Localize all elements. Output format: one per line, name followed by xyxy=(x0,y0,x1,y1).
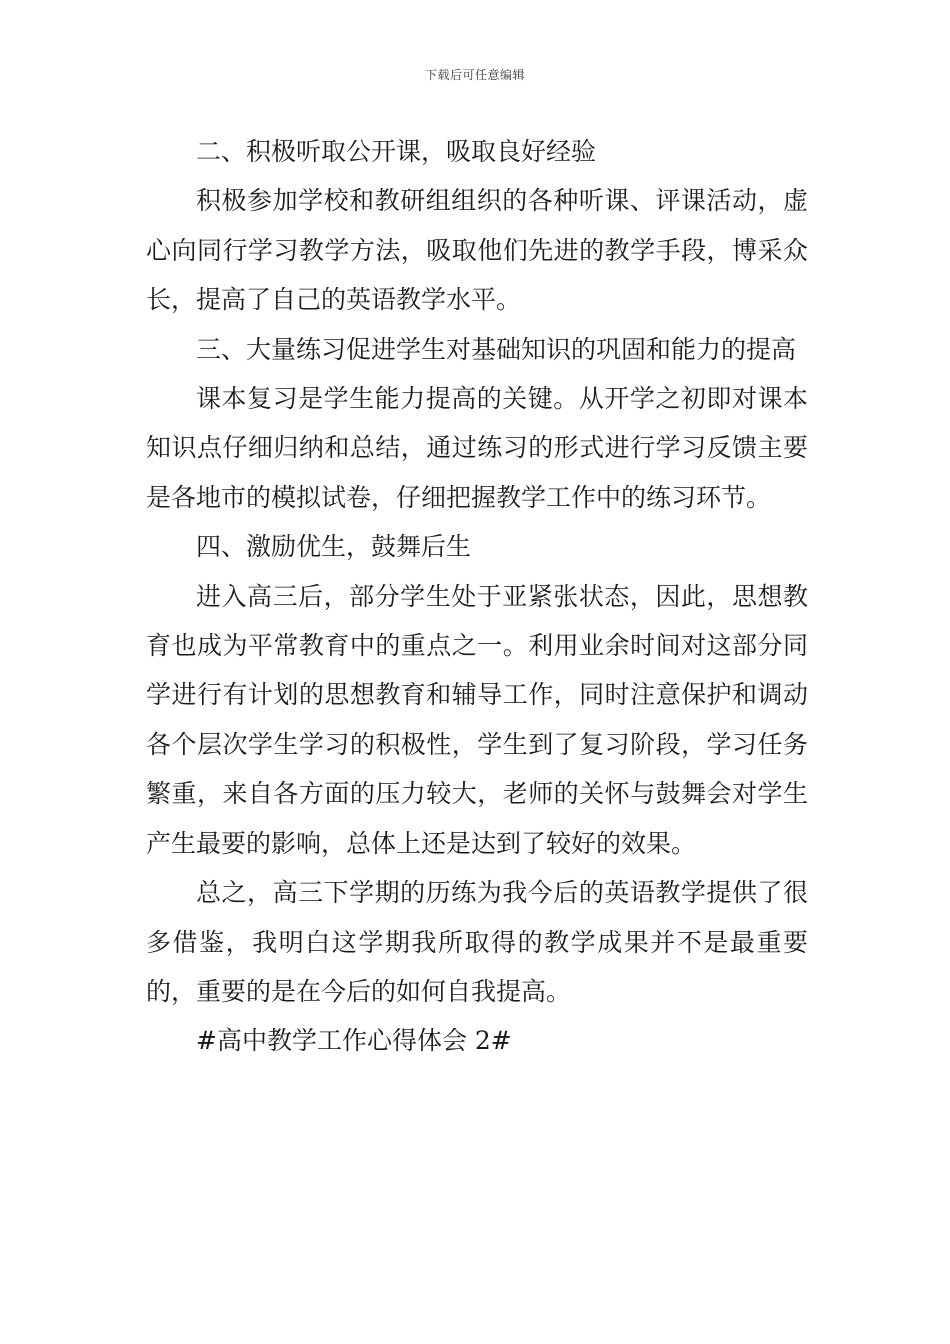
paragraph-review: 课本复习是学生能力提高的关键。从开学之初即对课本知识点仔细归纳和总结，通过练习的形式进行学习反馈主要是各地市的模拟试卷，仔细把握教学工作中的练习环节。 xyxy=(146,384,808,512)
paragraph-conclusion: 总之，高三下学期的历练为我今后的英语教学提供了很多借鉴，我明白这学期我所取得的教学成果并不是最重要的，重要的是在今后的如何自我提高。 xyxy=(146,878,808,1006)
paragraph-encouragement: 进入高三后，部分学生处于亚紧张状态，因此，思想教育也成为平常教育中的重点之一。利用业余时间对这部分同学进行有计划的思想教育和辅导工作，同时注意保护和调动各个层次学生学习的积极性，学生到了复习阶段，学习任务繁重，来自各方面的压力较大，老师的关怀与鼓舞会对学生产生最要的影响，总体上还是达到了较好的效果。 xyxy=(146,581,808,858)
document-body xyxy=(146,127,808,1066)
page-header: 下载后可任意编辑 xyxy=(424,68,525,82)
section-heading-4: 四、激励优生，鼓舞后生 xyxy=(196,532,472,562)
paragraph-lessons: 积极参加学校和教研组组织的各种听课、评课活动，虚心向同行学习教学方法，吸取他们先进的教学手段，博采众长，提高了自己的英语教学水平。 xyxy=(146,186,808,315)
next-article-title: #高中教学工作心得体会 2# xyxy=(196,1026,512,1056)
section-heading-3: 三、大量练习促进学生对基础知识的巩固和能力的提高 xyxy=(196,334,797,364)
section-heading-2: 二、积极听取公开课，吸取良好经验 xyxy=(196,137,597,166)
